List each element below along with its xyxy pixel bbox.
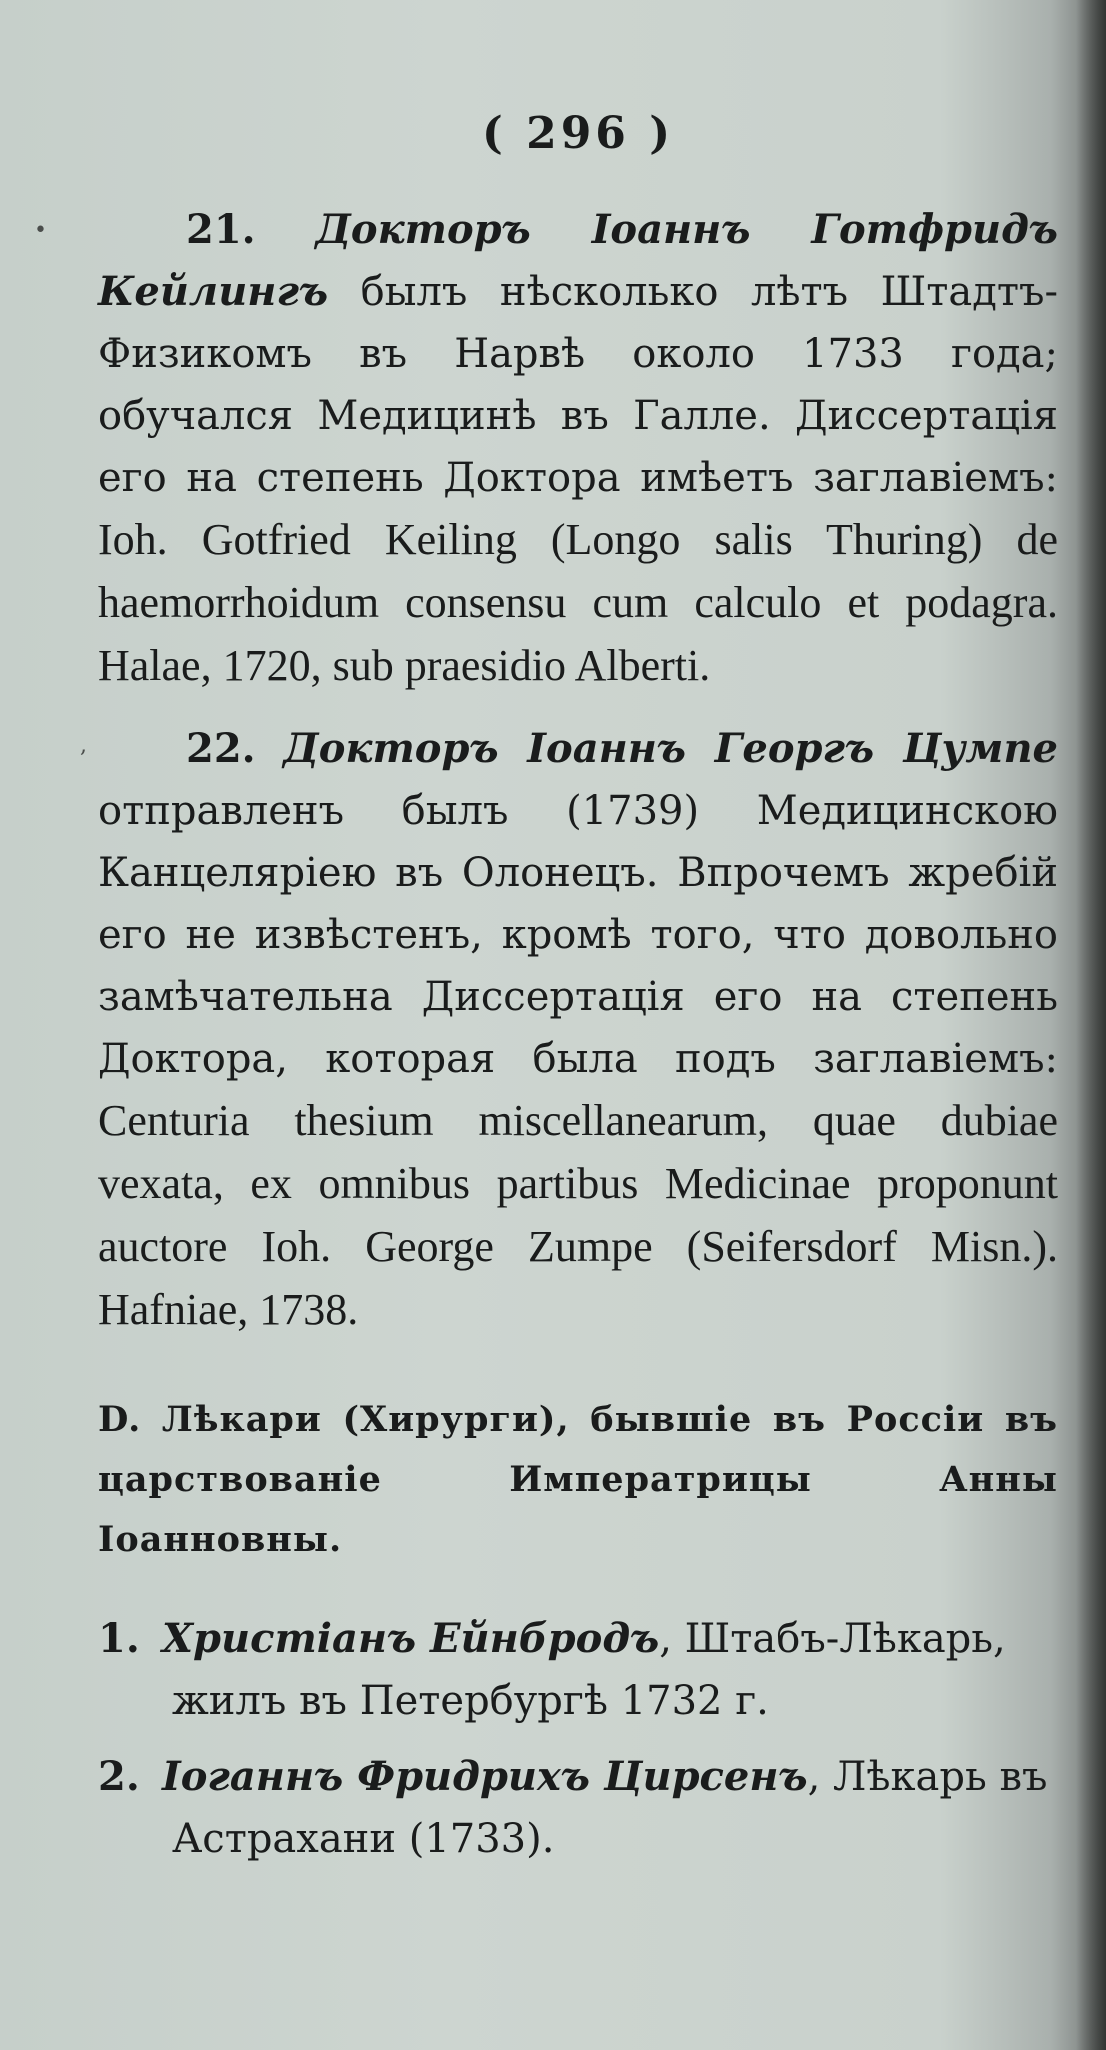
page-number: ( 296 ) xyxy=(481,108,675,159)
page-content xyxy=(98,100,1058,1884)
entry-text: былъ нѣсколько лѣтъ Штадтъ-Физикомъ въ Нарвѣ около 1733 года; обучался Медицинѣ въ Галле. Диссертація его на степень Доктора имѣетъ заглавіемъ: xyxy=(98,269,1058,501)
book-spine-shadow xyxy=(1076,0,1106,2050)
list-item xyxy=(98,1746,1058,1870)
entry-number: 22. xyxy=(186,725,256,772)
entry-number: 21. xyxy=(186,206,256,253)
item-text: , Лѣкарь въ Астрахани (1733). xyxy=(172,1754,1048,1862)
surgeon-list xyxy=(98,1608,1058,1870)
item-name: Іоганнъ Фридрихъ Цирсенъ xyxy=(162,1753,808,1800)
margin-mark: • xyxy=(34,218,47,243)
entry-latin-title: Ioh. Gotfried Keiling (Longo salis Thuring) de haemorrhoidum consensu cum calculo et podagra. Halae, 1720, sub praesidio Alberti. xyxy=(98,515,1058,690)
entry-latin-title: Centuria thesium miscellanearum, quae dubiae vexata, ex omnibus partibus Medicinae proponunt auctore Ioh. George Zumpe (Seifersdorf Misn.). Hafniae, 1738. xyxy=(98,1096,1058,1334)
item-name: Христіанъ Ейнбродъ xyxy=(162,1615,660,1662)
entry-name: Докторъ Іоаннъ Готфридъ Кейлингъ xyxy=(98,206,1059,315)
item-number: 1. xyxy=(98,1615,140,1662)
entry-21 xyxy=(98,199,1058,698)
entry-name: Докторъ Іоаннъ Георгъ Цумпе xyxy=(283,725,1058,772)
section-heading: D. Лѣкари (Хирурги), бывшіе въ Россіи въ царствованіе Императрицы Анны Іоанновны. xyxy=(98,1399,1058,1560)
item-text: , Штабъ-Лѣкарь, жилъ въ Петербургѣ 1732 г. xyxy=(172,1616,1006,1724)
margin-mark: , xyxy=(80,733,87,758)
item-number: 2. xyxy=(98,1753,140,1800)
list-item xyxy=(98,1608,1058,1732)
entry-22 xyxy=(98,718,1058,1342)
entry-text: отправленъ былъ (1739) Медицинскою Канцеляріею въ Олонецъ. Впрочемъ жребій его не извѣстенъ, кромѣ того, что довольно замѣчательна Диссертація его на степень Доктора, которая была подъ заглавіемъ: xyxy=(98,788,1058,1082)
